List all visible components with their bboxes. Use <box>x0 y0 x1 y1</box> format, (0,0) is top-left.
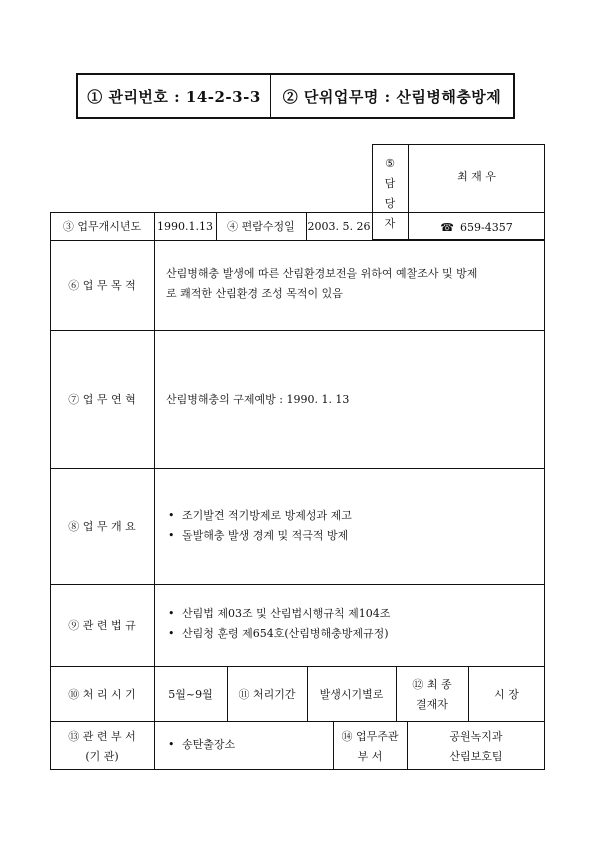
person-label-number: ⑤ <box>385 156 395 170</box>
main-dept-label: ⑭ 업무주관 <box>341 730 399 743</box>
related-dept-label: (기 관) <box>85 750 119 763</box>
task-name: ② 단위업무명 : 산림병해충방제 <box>282 87 502 106</box>
person-label-char: 자 <box>384 217 396 230</box>
telephone-icon: ☎ <box>440 220 454 234</box>
purpose-line: 로 쾌적한 산림환경 조성 목적이 있음 <box>166 287 343 300</box>
overview-item: • 조기발견 적기방제로 방제성과 제고 <box>168 506 352 526</box>
overview-item: • 돌발해충 발생 경계 및 적극적 방제 <box>168 526 352 546</box>
purpose-line: 산림병해충 발생에 따른 산림환경보전을 위하여 예찰조사 및 방제 <box>166 267 478 280</box>
main-dept-label: 부 서 <box>357 750 383 763</box>
final-approver-label: ⑫ 최 종 <box>412 678 452 691</box>
purpose-text <box>166 264 536 304</box>
person-label-char: 당 <box>384 197 396 210</box>
history-text: 산림병해충의 구제예방 : 1990. 1. 13 <box>166 393 350 406</box>
person-name: 최 재 우 <box>457 170 496 183</box>
start-year-label: ③ 업무개시년도 <box>62 220 142 233</box>
person-label-char: 담 <box>384 177 396 190</box>
processing-duration-value: 발생시기별로 <box>319 687 384 701</box>
revision-date-label: ④ 편람수정일 <box>227 220 295 233</box>
related-dept-list <box>168 735 235 755</box>
main-team-value: 산림보호팀 <box>449 750 503 763</box>
laws-list <box>168 604 390 644</box>
history-label: ⑦ 업 무 연 혁 <box>68 393 136 406</box>
final-approver-label: 결재자 <box>416 698 448 711</box>
management-number: ① 관리번호 : 14-2-3-3 <box>78 75 271 117</box>
purpose-label: ⑥ 업 무 목 적 <box>68 279 136 292</box>
overview-list <box>168 506 352 546</box>
related-dept-label: ⑬ 관 련 부 서 <box>68 730 136 743</box>
phone-number: 659-4357 <box>459 220 513 234</box>
start-year-value: 1990.1.13 <box>157 219 213 233</box>
processing-time-label: ⑩ 처 리 시 기 <box>68 687 136 701</box>
overview-label: ⑧ 업 무 개 요 <box>68 520 136 533</box>
related-dept-item: • 송탄출장소 <box>168 735 235 755</box>
revision-date-value: 2003. 5. 26 <box>307 219 371 233</box>
processing-time-value: 5월~9월 <box>168 687 213 701</box>
law-item: • 산림청 훈령 제654호(산림병해충방제규정) <box>168 624 390 644</box>
main-dept-value: 공원녹지과 <box>449 730 503 743</box>
final-approver-value: 시 장 <box>494 687 519 701</box>
document-header <box>76 73 515 119</box>
laws-label: ⑨ 관 련 법 규 <box>68 619 136 632</box>
processing-duration-label: ⑪ 처리기간 <box>238 687 296 701</box>
law-item: • 산림법 제03조 및 산림법시행규칙 제104조 <box>168 604 390 624</box>
